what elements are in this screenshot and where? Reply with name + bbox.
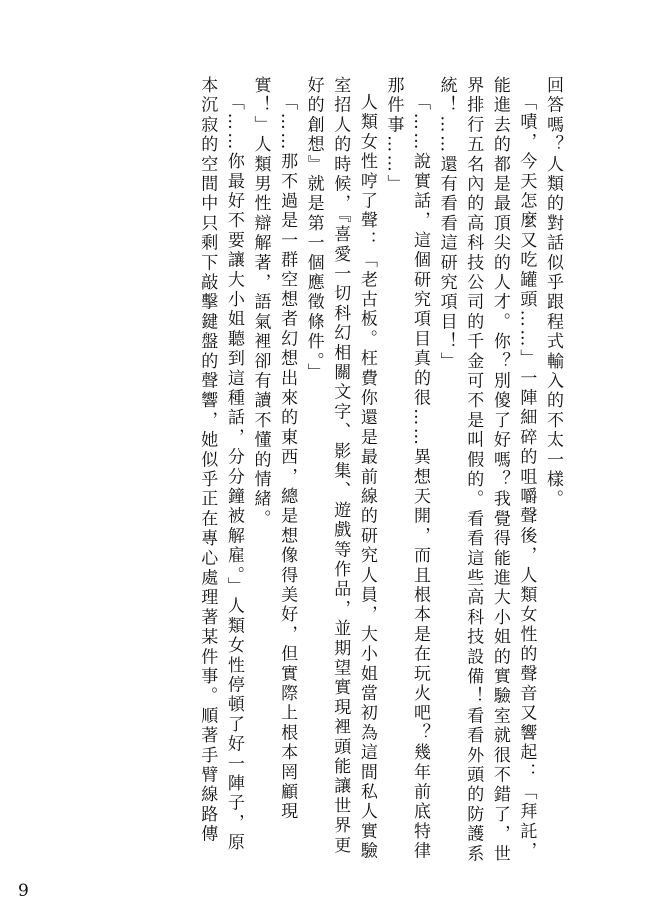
paragraph: 「……那不過是一群空想者幻想出來的東西，總是想像得美好，但實際上根本罔顧現實！」人類男性辯解著，語氣裡卻有讀不懂的情緒。 (250, 76, 298, 822)
paragraph: 人類女性哼了聲：「老古板。枉費你還是最前線的研究人員，大小姐當初為這間私人實驗室招人的時候，『喜愛一切科幻相關文字、影集、遊戲等作品，並期望實現裡頭能讓世界更好的創想』就是第一個應徵條件。」 (303, 76, 377, 862)
paragraph: 「嘖，今天怎麼又吃罐頭……」一陣細碎的咀嚼聲後，人類女性的聲音又響起：「拜託，能進去的都是最頂尖的人才。你？別傻了好嗎？我覺得能進大小姐的實驗室就很不錯了，世界排行五名內的高科技公司的千金可不是叫假的。看看這些高科技設備！看看外頭的防護系統！……還有看看這研究項目！」 (436, 76, 537, 864)
paragraph: 「……說實話，這個研究項目真的很……異想天開，而且根本是在玩火吧？幾年前底特律那件事……」 (383, 76, 431, 862)
page-number: 9 (18, 881, 29, 901)
paragraph: 回答嗎？人類的對話似乎跟程式輸入的不太一樣。 (543, 76, 563, 510)
vertical-text-body (88, 76, 566, 864)
paragraph: 「……你最好不要讓大小姐聽到這種話，分分鐘被解雇。」人類女性停頓了好一陣子，原本沉寂的空間中只剩下敲擊鍵盤的聲響，她似乎正在專心處理著某件事。順著手臂線路傳 (197, 76, 244, 853)
